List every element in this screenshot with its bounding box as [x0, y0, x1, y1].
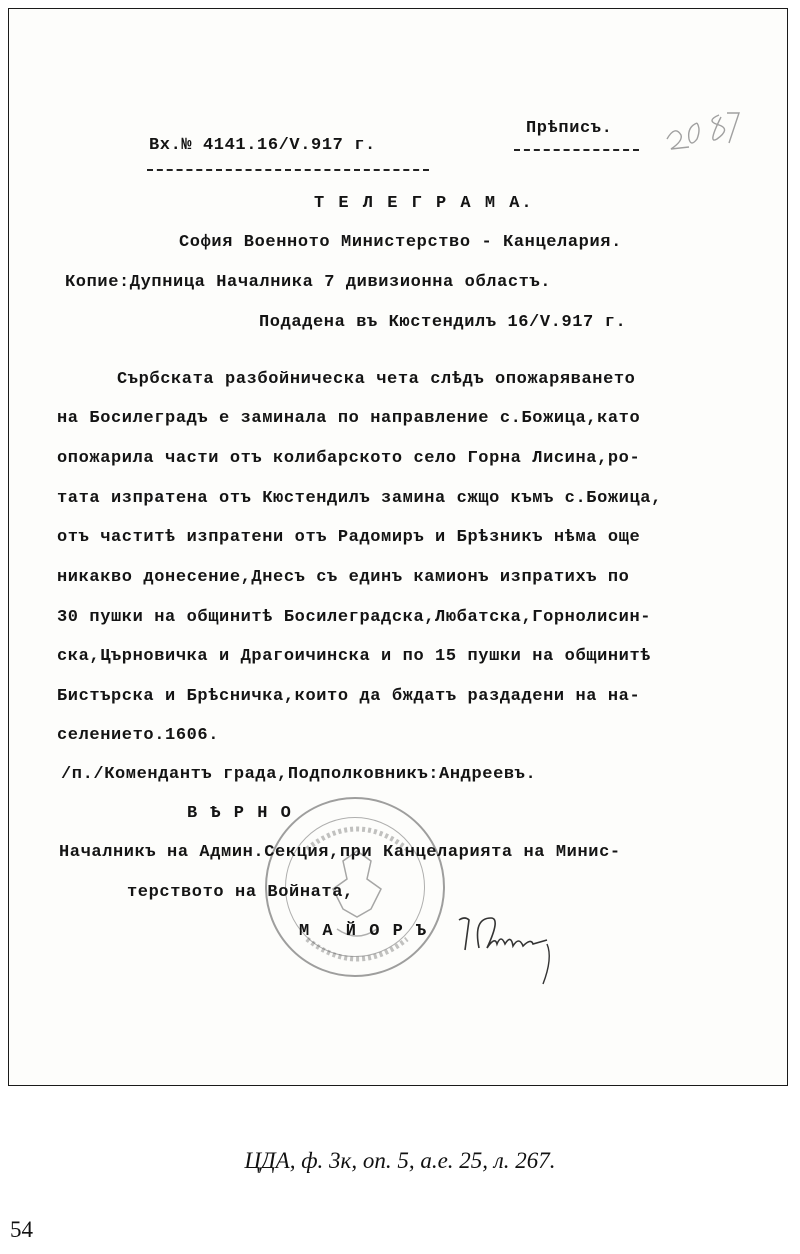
document-title: Т Е Л Е Г Р А М А.: [314, 194, 534, 213]
body-line: на Босилеградъ е заминала по направление с.Божица,като: [57, 409, 641, 428]
body-line: Бистърска и Брѣсничка,които да бждатъ раздадени на на-: [57, 687, 641, 706]
body-line: опожарила части отъ колибарското село Горна Лисина,ро-: [57, 449, 641, 468]
filed-line: Подадена въ Кюстендилъ 16/V.917 г.: [259, 313, 627, 332]
rank-label: М А Й О Р Ъ: [299, 922, 428, 941]
pencil-note-figure: [661, 109, 751, 159]
recipient-line: София Военното Министерство - Канцелария.: [179, 233, 622, 252]
reference-underline: [147, 169, 429, 171]
sender-line: /п./Комендантъ града,Подполковникъ:Андреевъ.: [61, 765, 537, 784]
body-line: Сърбската разбойническа чета слѣдъ опожаряването: [117, 370, 636, 389]
copy-label: Прѣписъ.: [526, 119, 613, 138]
copy-recipient-line: Копие:Дупница Началника 7 дивизионна областъ.: [65, 273, 552, 292]
copy-underline: [514, 149, 639, 151]
body-line: 30 пушки на общинитѣ Босилеградска,Любатска,Горнолисин-: [57, 608, 652, 627]
body-line: никакво донесение,Днесъ съ единъ камионъ изпратихъ по: [57, 568, 630, 587]
certified-label: В Ѣ Р Н О: [187, 804, 293, 823]
body-line: отъ частитѣ изпратени отъ Радомиръ и Брѣзникъ нѣма още: [57, 528, 641, 547]
reference-number: Вх.№ 4141.16/V.917 г.: [149, 136, 376, 155]
page-number: 54: [10, 1217, 33, 1242]
document-scan: [8, 8, 788, 1086]
body-line: тата изпратена отъ Кюстендилъ замина сжщо къмъ с.Божица,: [57, 489, 662, 508]
source-citation: ЦДА, ф. 3к, оп. 5, а.е. 25, л. 267.: [244, 1148, 556, 1173]
body-line: селението.1606.: [57, 726, 220, 745]
official-title-line-2: терството на Войната,: [127, 883, 354, 902]
official-title-line: Началникъ на Админ.Секция,при Канцеларията на Минис-: [59, 843, 621, 862]
body-line: ска,Църновичка и Драгоичинска и по 15 пушки на общинитѣ: [57, 647, 652, 666]
handwritten-signature: [449, 904, 569, 994]
